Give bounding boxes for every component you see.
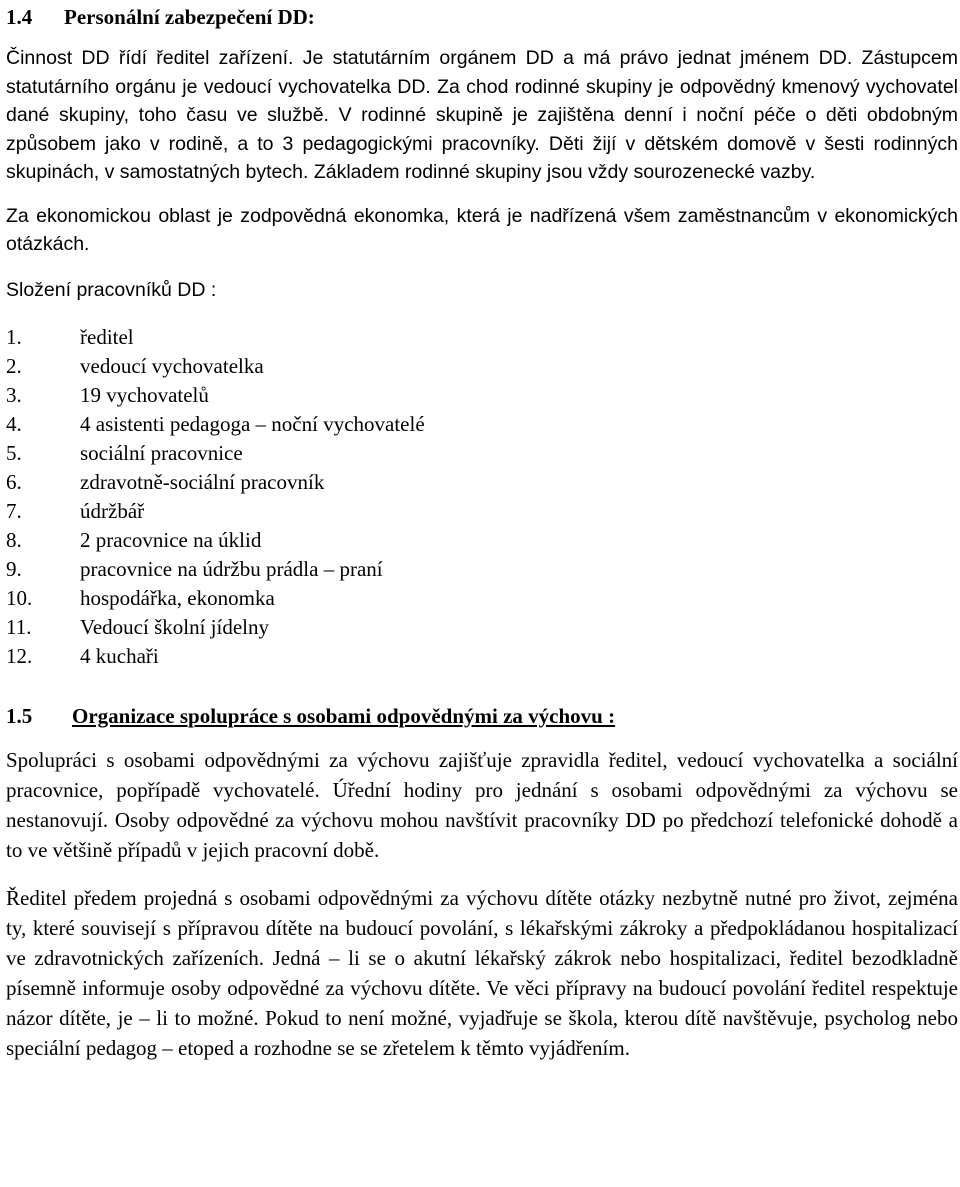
staff-item-number: 8.: [6, 527, 22, 552]
staff-list-item: [6, 613, 958, 642]
document-page: [6, 0, 958, 1063]
staff-list-item: [6, 381, 958, 410]
staff-item-number: 2.: [6, 353, 22, 378]
section-title: Organizace spolupráce s osobami odpovědnými za výchovu :: [72, 703, 616, 728]
staff-composition-heading: Složení pracovníků DD :: [6, 278, 217, 301]
staff-list-item: [6, 555, 958, 584]
staff-list-item: [6, 468, 958, 497]
staff-list-item: [6, 497, 958, 526]
staff-item-text: sociální pracovnice: [80, 440, 243, 465]
section-number: 1.5: [6, 703, 33, 728]
staff-list-item: [6, 410, 958, 439]
paragraph-cooperation: Spolupráci s osobami odpovědnými za výchovu zajišťuje zpravidla ředitel, vedoucí vychovatelka a sociální pracovnice, popřípadě vychovatelé. Úřední hodiny pro jednání s osobami odpovědnými za výchovu se nestanovují. Osoby odpovědné za výchovu mohou navštívit pracovníky DD po předchozí telefonické dohodě a to ve většině případů v jejich pracovní době.: [6, 747, 958, 862]
staff-item-number: 4.: [6, 411, 22, 436]
staff-item-number: 9.: [6, 556, 22, 581]
staff-list: [6, 323, 958, 671]
staff-item-number: 11.: [6, 614, 32, 639]
staff-item-text: údržbář: [80, 498, 145, 523]
staff-item-text: 2 pracovnice na úklid: [80, 527, 262, 552]
staff-item-number: 1.: [6, 324, 22, 349]
staff-item-text: ředitel: [80, 324, 134, 349]
section-1-5-heading: [6, 701, 958, 731]
staff-list-item: [6, 352, 958, 381]
paragraph-economic-area: Za ekonomickou oblast je zodpovědná ekonomka, která je nadřízená všem zaměstnancům v ekonomických otázkách.: [6, 204, 958, 255]
staff-item-number: 12.: [6, 643, 33, 668]
staff-list-item: [6, 439, 958, 468]
section-1-4-heading: [6, 2, 958, 32]
staff-item-text: zdravotně-sociální pracovník: [80, 469, 325, 494]
staff-item-text: vedoucí vychovatelka: [80, 353, 264, 378]
paragraph-management: Činnost DD řídí ředitel zařízení. Je statutárním orgánem DD a má právo jednat jménem DD. Zástupcem statutárního orgánu je vedoucí vychovatelka DD. Za chod rodinné skupiny je odpovědný kmenový vychovatel dané skupiny, toho času ve službě. V rodinné skupině je zajištěna denní i noční péče o děti obdobným způsobem jako v rodině, a to 3 pedagogickými pracovníky. Děti žijí v dětském domově v šesti rodinných skupinách, v samostatných bytech. Základem rodinné skupiny jsou vždy sourozenecké vazby.: [6, 47, 958, 183]
staff-item-text: 4 kuchaři: [80, 643, 159, 668]
staff-list-item: [6, 642, 958, 671]
staff-item-number: 6.: [6, 469, 22, 494]
staff-item-text: 19 vychovatelů: [80, 382, 209, 407]
section-number: 1.4: [6, 5, 33, 29]
section-title: Personální zabezpečení DD:: [64, 5, 315, 29]
staff-item-text: pracovnice na údržbu prádla – praní: [80, 556, 383, 581]
staff-list-item: [6, 323, 958, 352]
staff-item-text: hospodářka, ekonomka: [80, 585, 275, 610]
staff-item-number: 3.: [6, 382, 22, 407]
staff-list-item: [6, 584, 958, 613]
staff-item-text: Vedoucí školní jídelny: [80, 614, 269, 639]
paragraph-director-consultation: Ředitel předem projedná s osobami odpovědnými za výchovu dítěte otázky nezbytně nutné pro život, zejména ty, které souvisejí s přípravou dítěte na budoucí povolání, s lékařskými zákroky a předpokládanou hospitalizací ve zdravotnických zařízeních. Jedná – li se o akutní lékařský zákrok nebo hospitalizaci, ředitel bezodkladně písemně informuje osoby odpovědné za výchovu dítěte. Ve věci přípravy na budoucí povolání ředitel respektuje názor dítěte, je – li to možné. Pokud to není možné, vyjadřuje se škola, kterou dítě navštěvuje, psycholog nebo speciální pedagog – etoped a rozhodne se se zřetelem k těmto vyjádřením.: [6, 885, 958, 1060]
staff-item-number: 10.: [6, 585, 33, 610]
staff-item-text: 4 asistenti pedagoga – noční vychovatelé: [80, 411, 425, 436]
staff-item-number: 7.: [6, 498, 22, 523]
staff-list-item: [6, 526, 958, 555]
staff-item-number: 5.: [6, 440, 22, 465]
